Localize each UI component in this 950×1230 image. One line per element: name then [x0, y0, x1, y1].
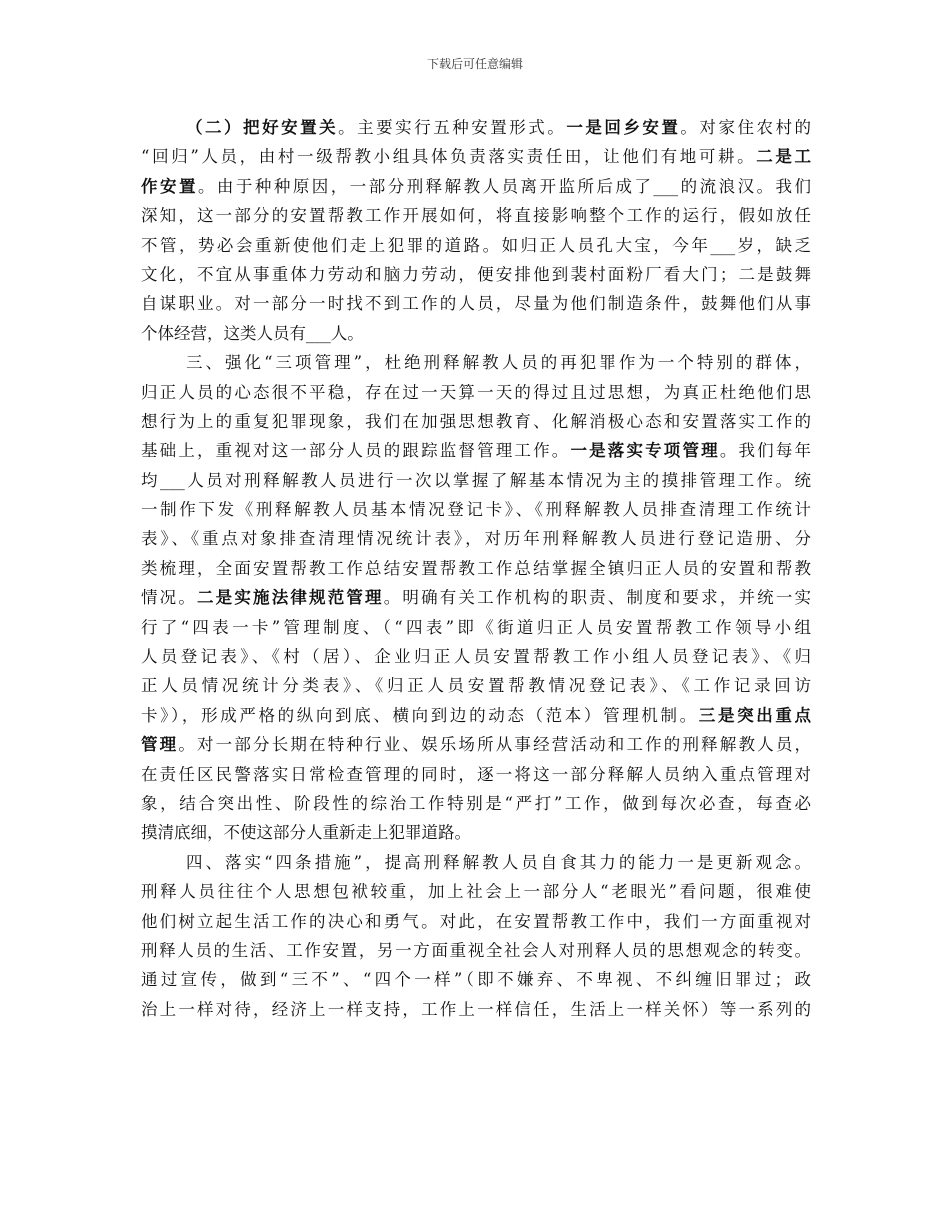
document-body	[141, 113, 811, 1024]
text-span: 通过宣传，做到“三不”、“四个一样”（即不嫌弃、不卑视、不纠缠旧罪过；政	[141, 970, 811, 990]
text-line	[141, 789, 811, 818]
text-line	[141, 524, 811, 553]
text-span: 在责任区民警落实日常检查管理的同时，逐一将这一部分释解人员纳入重点管理对	[141, 764, 811, 784]
text-span: 个体经营，这类人员有___人。	[141, 323, 364, 343]
text-span: 情况。	[141, 588, 198, 608]
text-line	[141, 965, 811, 994]
text-line	[141, 436, 811, 465]
text-span: 自谋职业。对一部分一时找不到工作的人员，尽量为他们制造条件，鼓舞他们从事	[141, 294, 811, 314]
text-line	[141, 260, 811, 289]
text-line	[141, 378, 811, 407]
text-span: 深知，这一部分的安置帮教工作开展如何，将直接影响整个工作的运行，假如放任	[141, 206, 811, 226]
text-span: 行了“四表一卡”管理制度、（“四表”即《街道归正人员安置帮教工作领导小组	[141, 617, 811, 637]
text-line	[141, 936, 811, 965]
text-line	[141, 671, 811, 700]
bold-text: 二是实施法律规范管理	[197, 588, 384, 608]
text-line	[141, 201, 811, 230]
text-span: 他们树立起生活工作的决心和勇气。对此，在安置帮教工作中，我们一方面重视对	[141, 911, 811, 931]
text-span: 。对一部分长期在特种行业、娱乐场所从事经营活动和工作的刑释解教人员，	[178, 735, 812, 755]
page-header: 下载后可任意编辑	[426, 57, 523, 71]
text-line	[141, 995, 811, 1024]
text-line	[141, 818, 811, 847]
text-line	[141, 583, 811, 612]
text-line	[141, 289, 811, 318]
text-span: 。主要实行五种安置形式。	[338, 118, 567, 137]
text-span: 。对家住农村的	[680, 118, 811, 137]
text-line	[141, 231, 811, 260]
text-span: 四、落实“四条措施”，提高刑释解教人员自食其力的能力一是更新观念。	[186, 852, 811, 872]
text-line	[141, 172, 811, 201]
text-span: “回归”人员，由村一级帮教小组具体负责落实责任田，让他们有地可耕。	[141, 147, 757, 167]
text-line	[141, 613, 811, 642]
bold-text: 二是工	[756, 147, 811, 167]
text-span: 想行为上的重复犯罪现象，我们在加强思想教育、化解消极心态和安置落实工作的	[141, 411, 811, 431]
text-line	[141, 348, 811, 377]
text-span: 象，结合突出性、阶段性的综治工作特别是“严打”工作，做到每次必查，每查必	[141, 793, 811, 813]
text-line	[141, 701, 811, 730]
text-line	[141, 142, 811, 171]
text-span: 。由于种种原因，一部分刑释解教人员离开监所后成了___的流浪汉。我们	[197, 176, 812, 196]
bold-text: 三是突出重点	[698, 705, 812, 725]
bold-text: 作安置	[141, 176, 198, 196]
text-span: 。我们每年	[719, 441, 812, 461]
text-line	[141, 848, 811, 877]
text-line	[141, 730, 811, 759]
text-span: 表》、《重点对象排查清理情况统计表》，对历年刑释解教人员进行登记造册、分	[141, 529, 811, 549]
bold-text: 管理	[141, 735, 179, 755]
text-span: 正人员情况统计分类表》、《归正人员安置帮教情况登记表》、《工作记录回访	[141, 676, 811, 696]
text-line	[141, 554, 811, 583]
text-line	[141, 642, 811, 671]
text-line	[141, 113, 811, 142]
text-span: 。明确有关工作机构的职责、制度和要求，并统一实	[383, 588, 812, 608]
text-line	[141, 760, 811, 789]
text-line	[141, 877, 811, 906]
text-span: 治上一样对待，经济上一样支持，工作上一样信任，生活上一样关怀）等一系列的	[141, 999, 811, 1019]
bold-text: 一是落实专项管理	[570, 441, 720, 461]
text-span: 刑释人员的生活、工作安置，另一方面重视全社会人对刑释人员的思想观念的转变。	[141, 940, 811, 960]
text-line	[141, 907, 811, 936]
text-span: 不管，势必会重新使他们走上犯罪的道路。如归正人员孔大宝，今年___岁，缺乏	[141, 235, 811, 255]
text-line	[141, 466, 811, 495]
text-span: 三、强化“三项管理”，杜绝刑释解教人员的再犯罪作为一个特别的群体，	[186, 353, 811, 373]
text-span: 类梳理，全面安置帮教工作总结安置帮教工作总结掌握全镇归正人员的安置和帮教	[141, 558, 811, 578]
text-span: 一制作下发《刑释解教人员基本情况登记卡》、《刑释解教人员排查清理工作统计	[141, 500, 811, 520]
text-span: 文化，不宜从事重体力劳动和脑力劳动，便安排他到裴村面粉厂看大门；二是鼓舞	[141, 264, 811, 284]
text-span: 摸清底细，不使这部分人重新走上犯罪道路。	[141, 823, 471, 843]
text-span: 卡》），形成严格的纵向到底、横向到边的动态（范本）管理机制。	[141, 705, 699, 725]
text-line	[141, 495, 811, 524]
text-span: 基础上，重视对这一部分人员的跟踪监督管理工作。	[141, 441, 571, 461]
text-span: 刑释人员往往个人思想包袱较重，加上社会上一部分人“老眼光”看问题，很难使	[141, 882, 811, 902]
text-span: 均___人员对刑释解教人员进行一次以掌握了解基本情况为主的摸排管理工作。统	[141, 470, 811, 490]
bold-text: 一是回乡安置	[566, 118, 681, 137]
bold-text: （二）把好安置关	[186, 118, 339, 137]
text-line	[141, 407, 811, 436]
text-line	[141, 319, 811, 348]
text-span: 归正人员的心态很不平稳，存在过一天算一天的得过且过思想，为真正杜绝他们思	[141, 382, 811, 402]
text-span: 人员登记表》、《村（居）、企业归正人员安置帮教工作小组人员登记表》、《归	[141, 647, 811, 667]
